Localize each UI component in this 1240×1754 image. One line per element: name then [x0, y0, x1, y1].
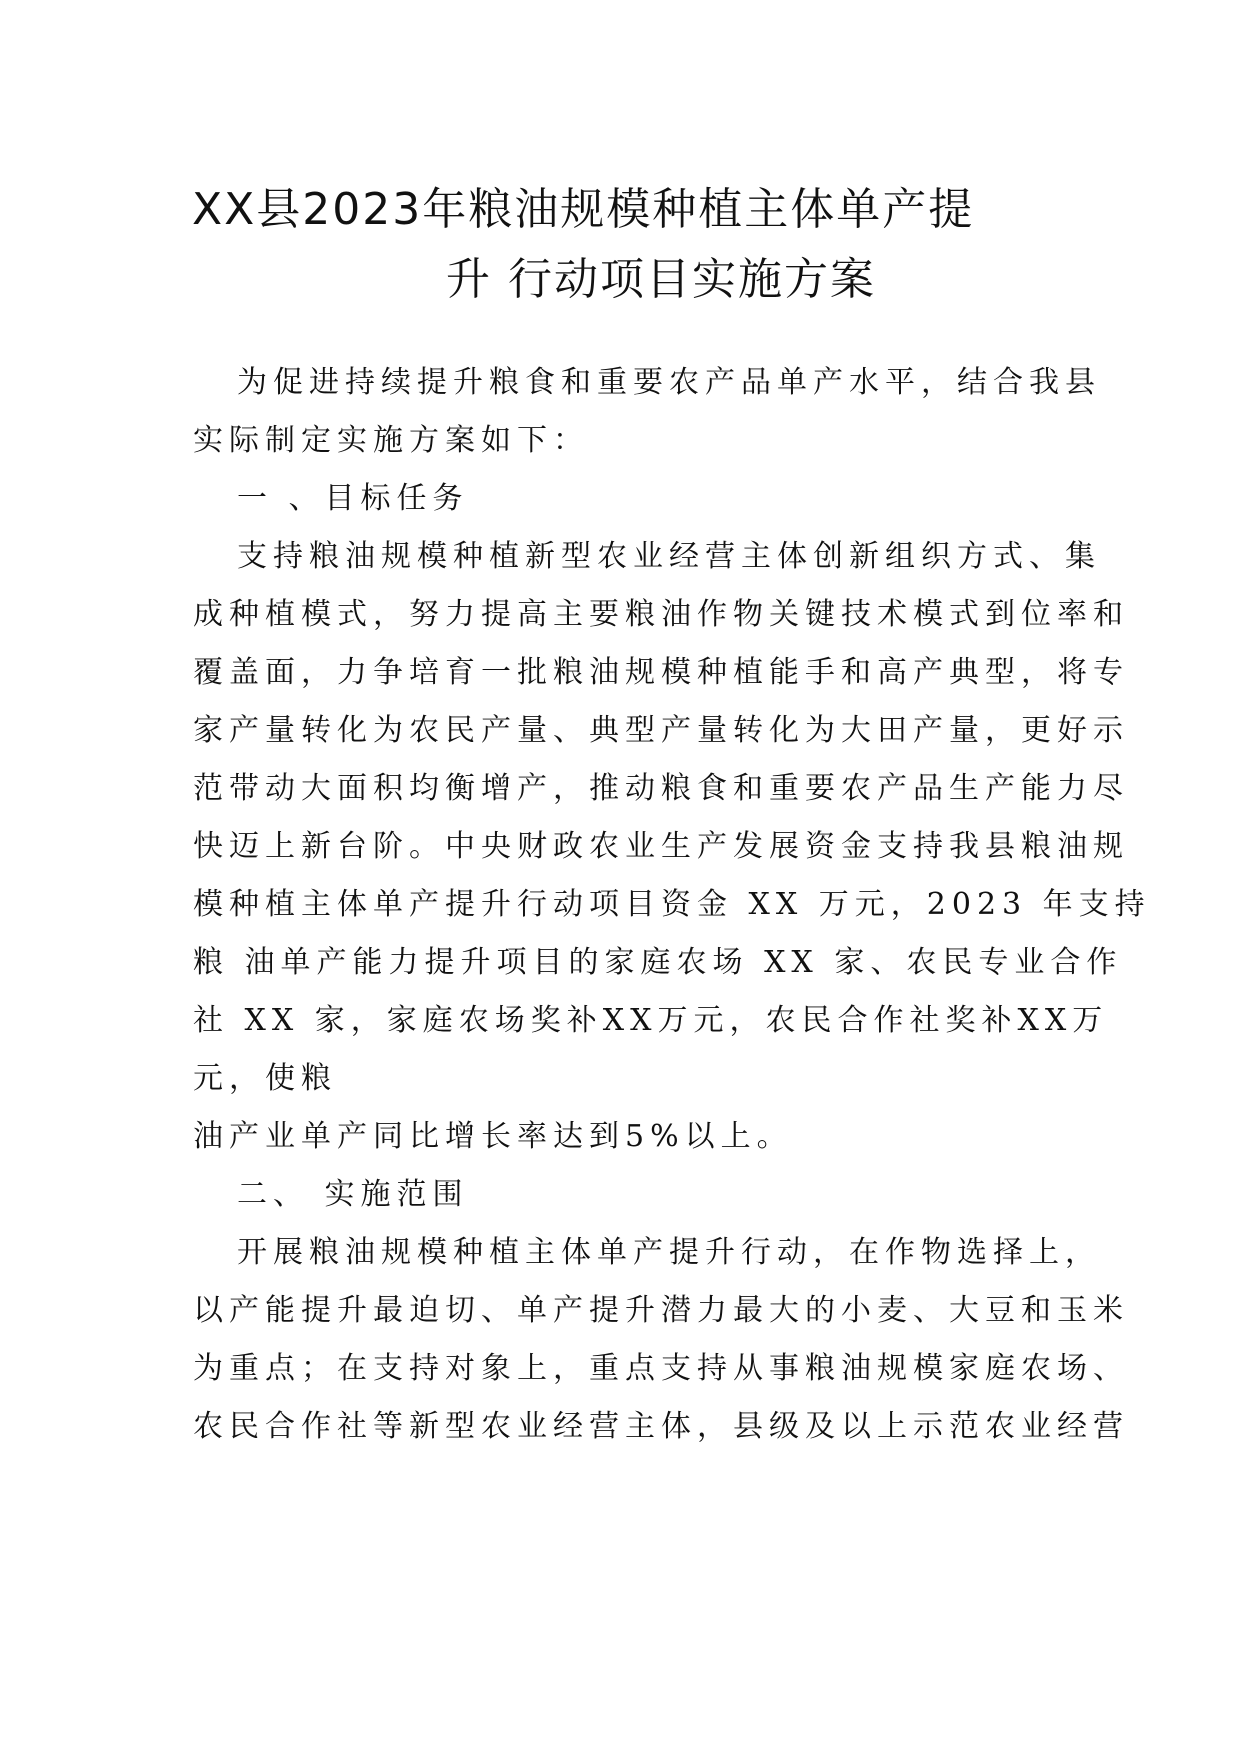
section-heading-2: 二、 实施范围: [237, 1177, 469, 1212]
body-line: 粮 油单产能力提升项目的家庭农场 XX 家、农民专业合作: [193, 945, 1123, 980]
body-line: 开展粮油规模种植主体单产提升行动，在作物选择上，: [237, 1235, 1101, 1270]
body-line: 快迈上新台阶。中央财政农业生产发展资金支持我县粮油规: [193, 829, 1129, 864]
body-line: 支持粮油规模种植新型农业经营主体创新组织方式、集: [237, 539, 1101, 574]
body-line: 为重点；在支持对象上，重点支持从事粮油规模家庭农场、: [193, 1351, 1129, 1386]
section-heading-1: 一 、目标任务: [237, 481, 469, 516]
body-line: 社 XX 家，家庭农场奖补XX万元，农民合作社奖补XX万: [193, 1003, 1109, 1038]
body-line: 以产能提升最迫切、单产提升潜力最大的小麦、大豆和玉米: [193, 1293, 1129, 1328]
body-line: 元，使粮: [193, 1061, 337, 1096]
body-line: 农民合作社等新型农业经营主体，县级及以上示范农业经营: [193, 1409, 1129, 1444]
intro-paragraph-line-2: 实际制定实施方案如下：: [193, 423, 589, 458]
body-line: 成种植模式，努力提高主要粮油作物关键技术模式到位率和: [193, 597, 1129, 632]
body-line: 油产业单产同比增长率达到5%以上。: [193, 1119, 793, 1154]
body-line: 家产量转化为农民产量、典型产量转化为大田产量，更好示: [193, 713, 1129, 748]
body-line: 模种植主体单产提升行动项目资金 XX 万元，2023 年支持: [193, 887, 1151, 922]
document-title-line-1: XX县2023年粮油规模种植主体单产提: [192, 184, 975, 235]
body-line: 范带动大面积均衡增产，推动粮食和重要农产品生产能力尽: [193, 771, 1129, 806]
intro-paragraph-line-1: 为促进持续提升粮食和重要农产品单产水平，结合我县: [237, 365, 1101, 400]
document-title-line-2: 升 行动项目实施方案: [446, 254, 876, 305]
body-line: 覆盖面，力争培育一批粮油规模种植能手和高产典型，将专: [193, 655, 1129, 690]
